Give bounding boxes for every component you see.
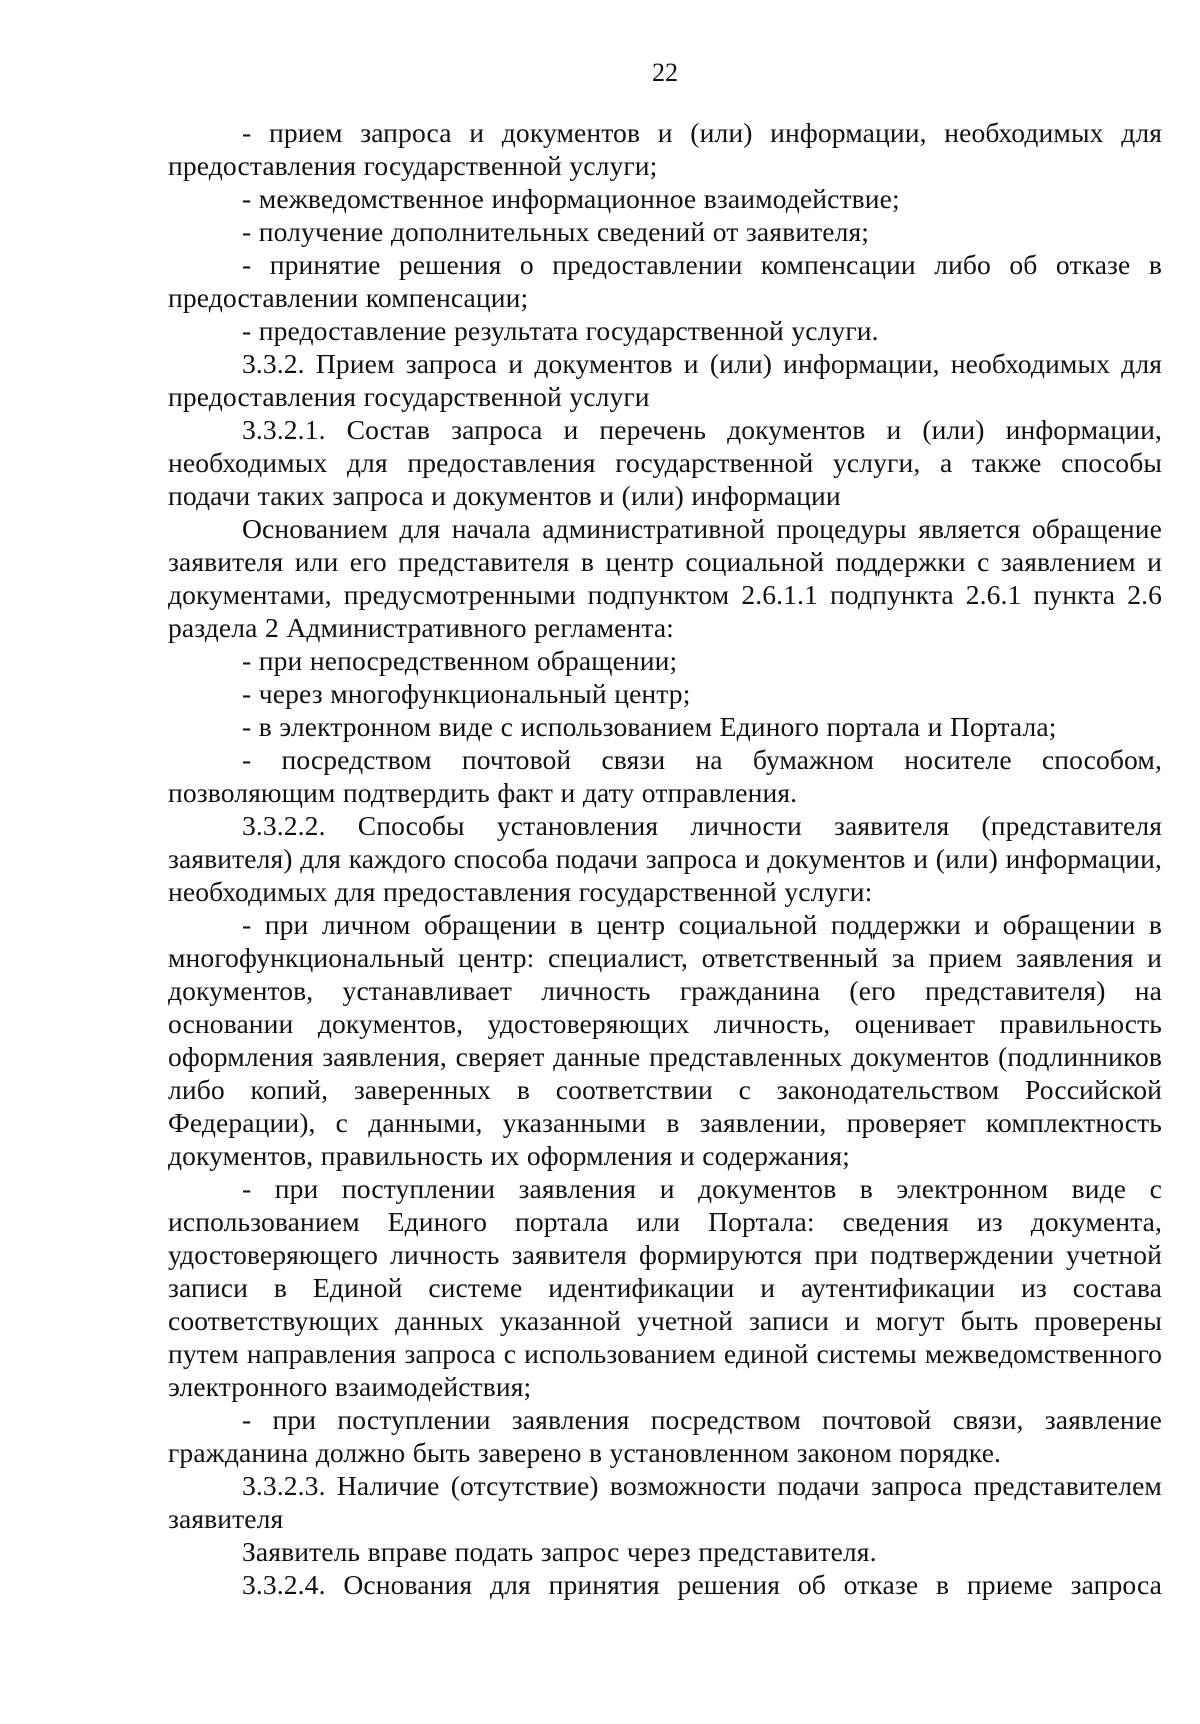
paragraph: - при поступлении заявления посредством почтовой связи, заявление гражданина должно быть заверено в установленном законом порядке.: [168, 1404, 1162, 1468]
paragraph: - в электронном виде с использованием Единого портала и Портала;: [242, 711, 1057, 742]
subsection-heading: 3.3.2.1. Состав запроса и перечень документов и (или) информации, необходимых для предоставления государственной услуги, а также способы подачи таких запроса и документов и (или) информации: [168, 414, 1162, 511]
subsection-heading: 3.3.2.3. Наличие (отсутствие) возможности подачи запроса представителем заявителя: [168, 1470, 1162, 1534]
paragraph: - межведомственное информационное взаимодействие;: [242, 183, 900, 214]
paragraph: - получение дополнительных сведений от заявителя;: [242, 216, 870, 247]
section-heading: 3.3.2. Прием запроса и документов и (или) информации, необходимых для предоставления государственной услуги: [168, 348, 1162, 412]
paragraph: Основанием для начала административной процедуры является обращение заявителя или его представителя в центр социальной поддержки с заявлением и документами, предусмотренными подпунктом 2.6.1.1 подпункта 2.6.1 пункта 2.6 раздела 2 Административного регламента:: [168, 513, 1162, 643]
paragraph: - посредством почтовой связи на бумажном носителе способом, позволяющим подтвердить факт и дату отправления.: [168, 744, 1162, 808]
subsection-heading: 3.3.2.2. Способы установления личности заявителя (представителя заявителя) для каждого способа подачи запроса и документов и (или) информации, необходимых для предоставления государственной услуги:: [168, 810, 1162, 907]
paragraph: - при поступлении заявления и документов в электронном виде с использованием Единого портала или Портала: сведения из документа, удостоверяющего личность заявителя формируются при подтверждении учетной записи в Единой системе идентификации и аутентификации из состава соответствующих данных указанной учетной записи и могут быть проверены путем направления запроса с использованием единой системы межведомственного электронного взаимодействия;: [168, 1173, 1162, 1402]
subsection-heading: 3.3.2.4. Основания для принятия решения об отказе в приеме запроса: [242, 1569, 1162, 1600]
paragraph: Заявитель вправе подать запрос через представителя.: [242, 1536, 877, 1567]
paragraph: - при непосредственном обращении;: [242, 645, 678, 676]
page-number: 22: [652, 58, 678, 87]
paragraph: - принятие решения о предоставлении компенсации либо об отказе в предоставлении компенсации;: [168, 249, 1162, 313]
paragraph: - при личном обращении в центр социальной поддержки и обращении в многофункциональный центр: специалист, ответственный за прием заявления и документов, устанавливает личность гражданина (его представителя) на основании документов, удостоверяющих личность, оценивает правильность оформления заявления, сверяет данные представленных документов (подлинников либо копий, заверенных в соответствии с законодательством Российской Федерации), с данными, указанными в заявлении, проверяет комплектность документов, правильность их оформления и содержания;: [168, 909, 1162, 1171]
document-body: [168, 116, 1162, 1601]
paragraph: - прием запроса и документов и (или) информации, необходимых для предоставления государственной услуги;: [168, 117, 1162, 181]
paragraph: - через многофункциональный центр;: [242, 678, 691, 709]
paragraph: - предоставление результата государственной услуги.: [242, 315, 879, 346]
